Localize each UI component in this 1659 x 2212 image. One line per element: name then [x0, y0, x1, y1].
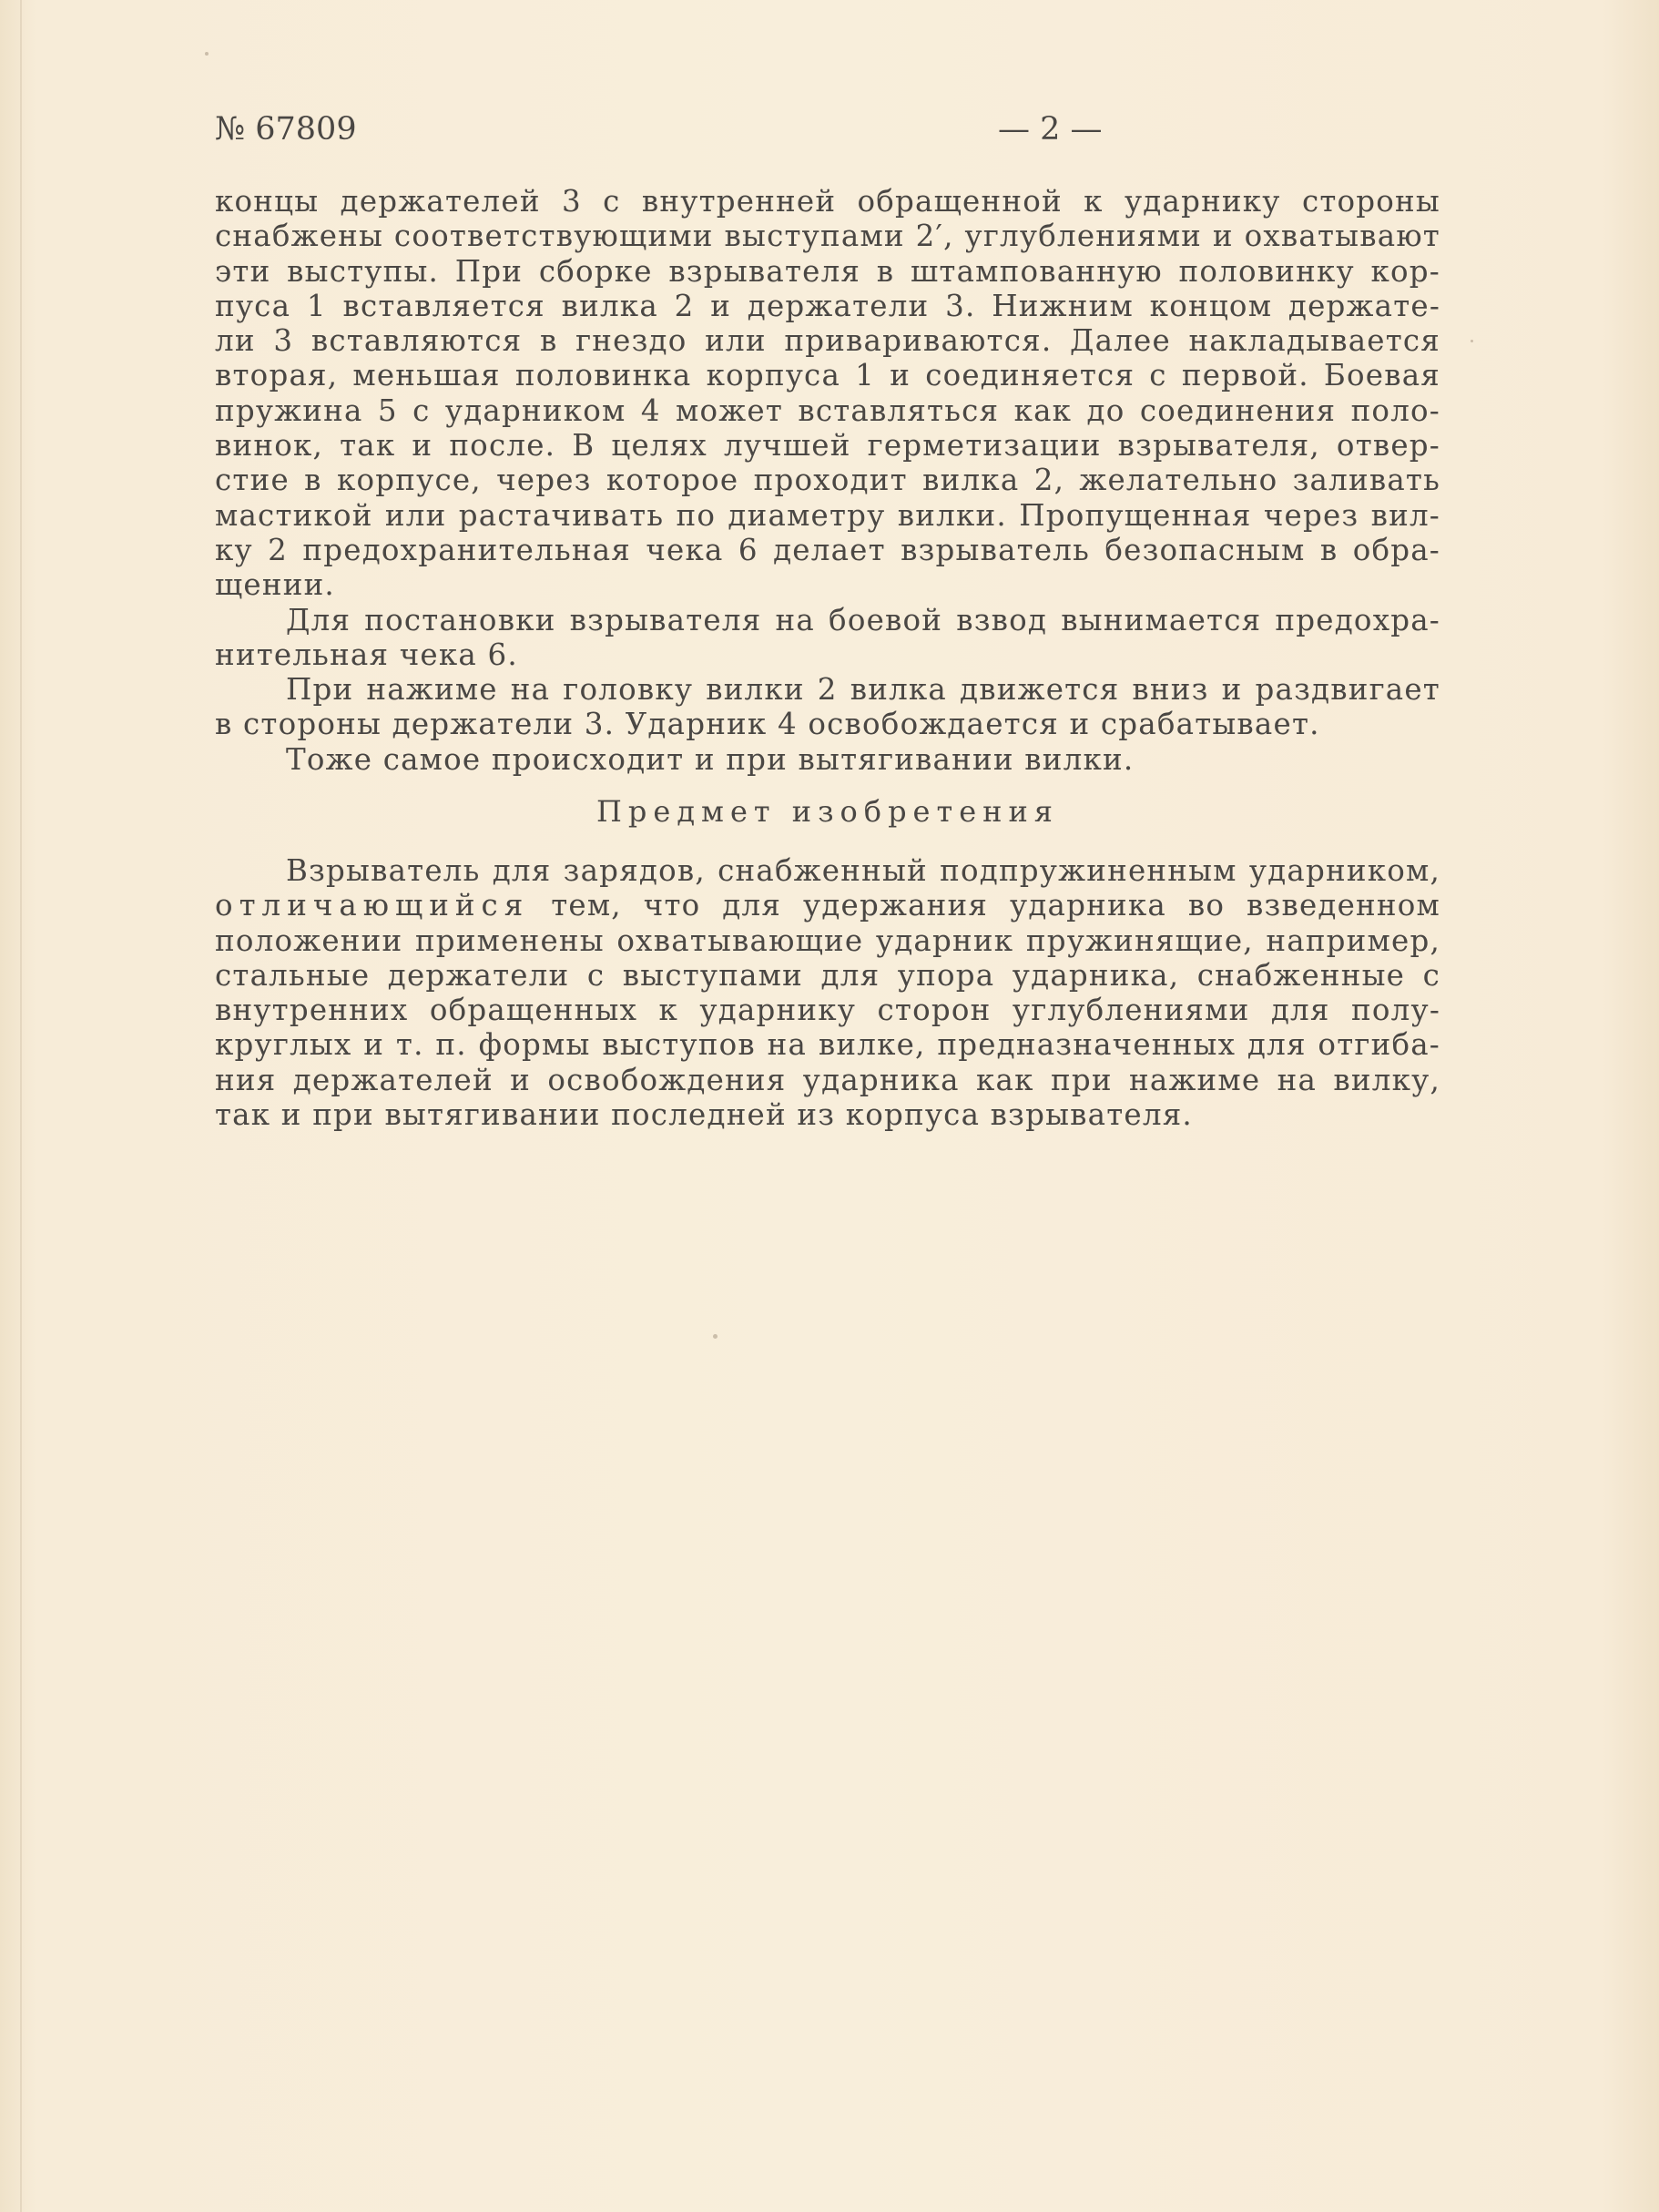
text-line: щении. [215, 567, 335, 603]
text-line: концы держателей 3 с внутренней обращенной к ударнику стороны [215, 184, 1440, 219]
text-line: ку 2 предохранительная чека 6 делает взрыватель безопасным в обра- [215, 532, 1440, 567]
text-line: эти выступы. При сборке взрывателя в штампованную половинку кор- [215, 253, 1440, 289]
paper-speck [1471, 340, 1473, 342]
page-number: — 2 — [998, 111, 1103, 148]
text-line: стие в корпусе, через которое проходит вилка 2, желательно заливать [215, 463, 1440, 498]
text-line: винок, так и после. В целях лучшей герметизации взрывателя, отвер- [215, 428, 1440, 464]
claim-line: внутренних обращенных к ударнику сторон углублениями для полу- [215, 993, 1440, 1028]
text-line: нительная чека 6. [215, 637, 518, 672]
text-line: в стороны держатели 3. Ударник 4 освобождается и срабатывает. [215, 707, 1320, 742]
claim-line: положении применены охватывающие ударник пружинящие, например, [215, 923, 1440, 958]
claim-line [215, 888, 1440, 923]
patent-number: № 67809 [215, 111, 357, 148]
paragraph-line: При нажиме на головку вилки 2 вилка движется вниз и раздвигает [286, 672, 1440, 708]
claim-line: стальные держатели с выступами для упора ударника, снабженные с [215, 957, 1440, 993]
description-text [215, 184, 1440, 777]
claim-line: круглых и т. п. формы выступов на вилке, предназначенных для отгиба- [215, 1027, 1440, 1063]
claim-emphasis: отличающийся [215, 888, 530, 923]
paper-speck [713, 1334, 718, 1339]
text-line: снабжены соответствующими выступами 2′, углублениями и охватывают [215, 219, 1440, 254]
section-heading: Предмет изобретения [596, 794, 1059, 829]
text-line: пуса 1 вставляется вилка 2 и держатели 3. Нижним концом держате- [215, 288, 1440, 323]
text-line: мастикой или растачивать по диаметру вилки. Пропущенная через вил- [215, 497, 1440, 533]
paragraph-line: Тоже самое происходит и при вытягивании вилки. [286, 741, 1135, 777]
claim-line: так и при вытягивании последней из корпуса взрывателя. [215, 1097, 1193, 1133]
claim-text [215, 853, 1440, 1132]
text-line: пружина 5 с ударником 4 может вставляться как до соединения поло- [215, 392, 1440, 428]
paragraph-line: Для постановки взрывателя на боевой взвод вынимается предохра- [286, 602, 1440, 637]
page-fold-line [20, 0, 22, 2212]
text-line: вторая, меньшая половинка корпуса 1 и соединяется с первой. Боевая [215, 358, 1440, 393]
paper-speck [205, 52, 209, 56]
page-header [215, 111, 1440, 155]
claim-line: ния держателей и освобождения ударника как при нажиме на вилку, [215, 1062, 1440, 1097]
text-line: ли 3 вставляются в гнездо или привариваются. Далее накладывается [215, 323, 1440, 359]
claim-line: Взрыватель для зарядов, снабженный подпружиненным ударником, [286, 853, 1440, 888]
claim-line-rest: тем, что для удержания ударника во взведенном [551, 888, 1441, 923]
